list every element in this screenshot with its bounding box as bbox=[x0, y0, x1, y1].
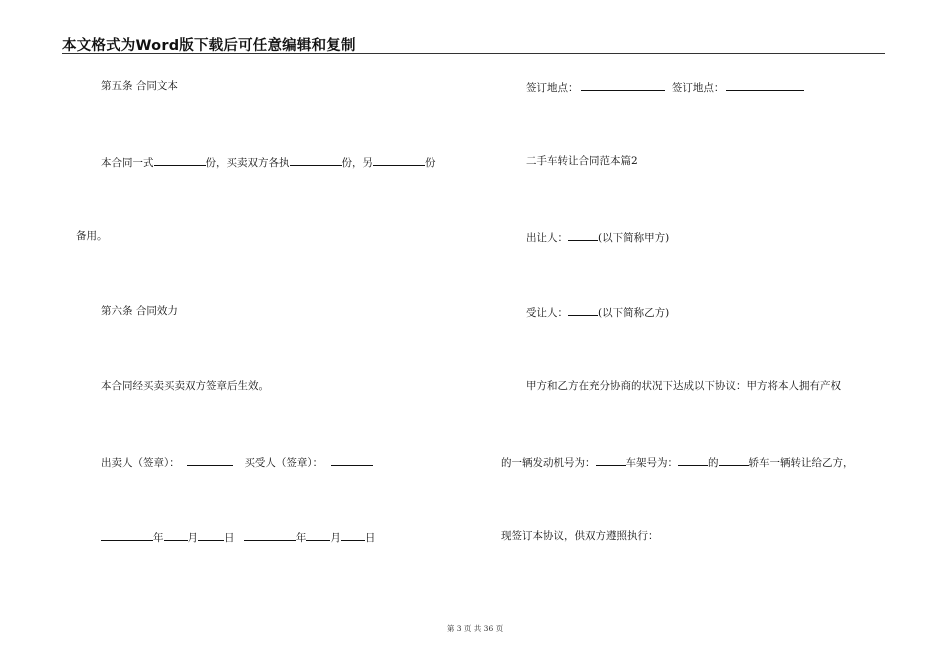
article-5-text-part-c: 份，另 bbox=[341, 157, 373, 169]
article-5-text-part-d: 份 bbox=[425, 157, 436, 169]
signing-place-label-2: 签订地点： bbox=[671, 82, 725, 94]
buyer-month-label: 月 bbox=[330, 532, 341, 544]
transfer-text: 轿车一辆转让给乙方， bbox=[748, 457, 854, 469]
copies-other-blank[interactable] bbox=[373, 154, 425, 166]
seller-signature-label: 出卖人（签章）： bbox=[101, 457, 180, 469]
of-label: 的 bbox=[708, 457, 719, 469]
section-2-title: 二手车转让合同范本篇2 bbox=[526, 155, 638, 167]
date-line bbox=[101, 529, 375, 545]
article-5-title: 第五条 合同文本 bbox=[101, 80, 178, 92]
party-b-label: 受让人： bbox=[526, 307, 568, 319]
buyer-day-label: 日 bbox=[364, 532, 376, 544]
copies-each-blank[interactable] bbox=[290, 154, 342, 166]
article-6-title: 第六条 合同效力 bbox=[101, 305, 178, 317]
seller-year-label: 年 bbox=[153, 532, 164, 544]
signing-place-label-1: 签订地点： bbox=[526, 82, 579, 94]
car-model-blank[interactable] bbox=[719, 454, 749, 466]
party-a-suffix: (以下简称甲方) bbox=[598, 232, 670, 244]
engine-number-label: 的一辆发动机号为： bbox=[501, 457, 596, 469]
document-header bbox=[62, 30, 885, 54]
buyer-signature-blank[interactable] bbox=[331, 454, 373, 466]
party-b-suffix: (以下简称乙方) bbox=[598, 307, 670, 319]
seller-day-label: 日 bbox=[224, 532, 235, 544]
article-5-continuation: 备用。 bbox=[76, 230, 108, 242]
seller-month-blank[interactable] bbox=[164, 529, 188, 541]
agreement-paragraph-line-2 bbox=[501, 454, 854, 470]
header-title: 本文格式为Word版下载后可任意编辑和复制 bbox=[62, 38, 356, 54]
seller-signature-blank[interactable] bbox=[187, 454, 233, 466]
seller-day-blank[interactable] bbox=[198, 529, 224, 541]
buyer-signature-label: 买受人（签章）： bbox=[244, 457, 324, 469]
frame-number-blank[interactable] bbox=[678, 454, 708, 466]
article-5-text-part-b: 份，买卖双方各执 bbox=[205, 157, 290, 169]
buyer-day-blank[interactable] bbox=[341, 529, 365, 541]
party-a-label: 出让人： bbox=[526, 232, 568, 244]
buyer-month-blank[interactable] bbox=[306, 529, 330, 541]
article-6-text: 本合同经买卖买卖双方签章后生效。 bbox=[101, 380, 269, 392]
seller-month-label: 月 bbox=[187, 532, 198, 544]
copies-total-blank[interactable] bbox=[154, 154, 206, 166]
frame-number-label: 车架号为： bbox=[625, 457, 678, 469]
article-5-text-part-a: 本合同一式 bbox=[101, 157, 154, 169]
signing-place-blank-1[interactable] bbox=[581, 79, 665, 91]
article-5-text bbox=[101, 154, 436, 170]
agreement-paragraph-line-1: 甲方和乙方在充分协商的状况下达成以下协议：甲方将本人拥有产权 bbox=[526, 380, 841, 392]
buyer-year-label: 年 bbox=[295, 532, 307, 544]
party-a-blank[interactable] bbox=[568, 229, 598, 241]
party-b-line bbox=[526, 304, 669, 320]
signing-place-line bbox=[526, 79, 804, 95]
seller-year-blank[interactable] bbox=[101, 529, 153, 541]
signature-line bbox=[101, 454, 373, 470]
agreement-paragraph-line-3: 现签订本协议，供双方遵照执行： bbox=[501, 530, 659, 542]
buyer-year-blank[interactable] bbox=[244, 529, 296, 541]
engine-number-blank[interactable] bbox=[596, 454, 626, 466]
party-a-line bbox=[526, 229, 669, 245]
signing-place-blank-2[interactable] bbox=[726, 79, 804, 91]
party-b-blank[interactable] bbox=[568, 304, 598, 316]
page-number: 第 3 页 共 36 页 bbox=[446, 624, 504, 633]
